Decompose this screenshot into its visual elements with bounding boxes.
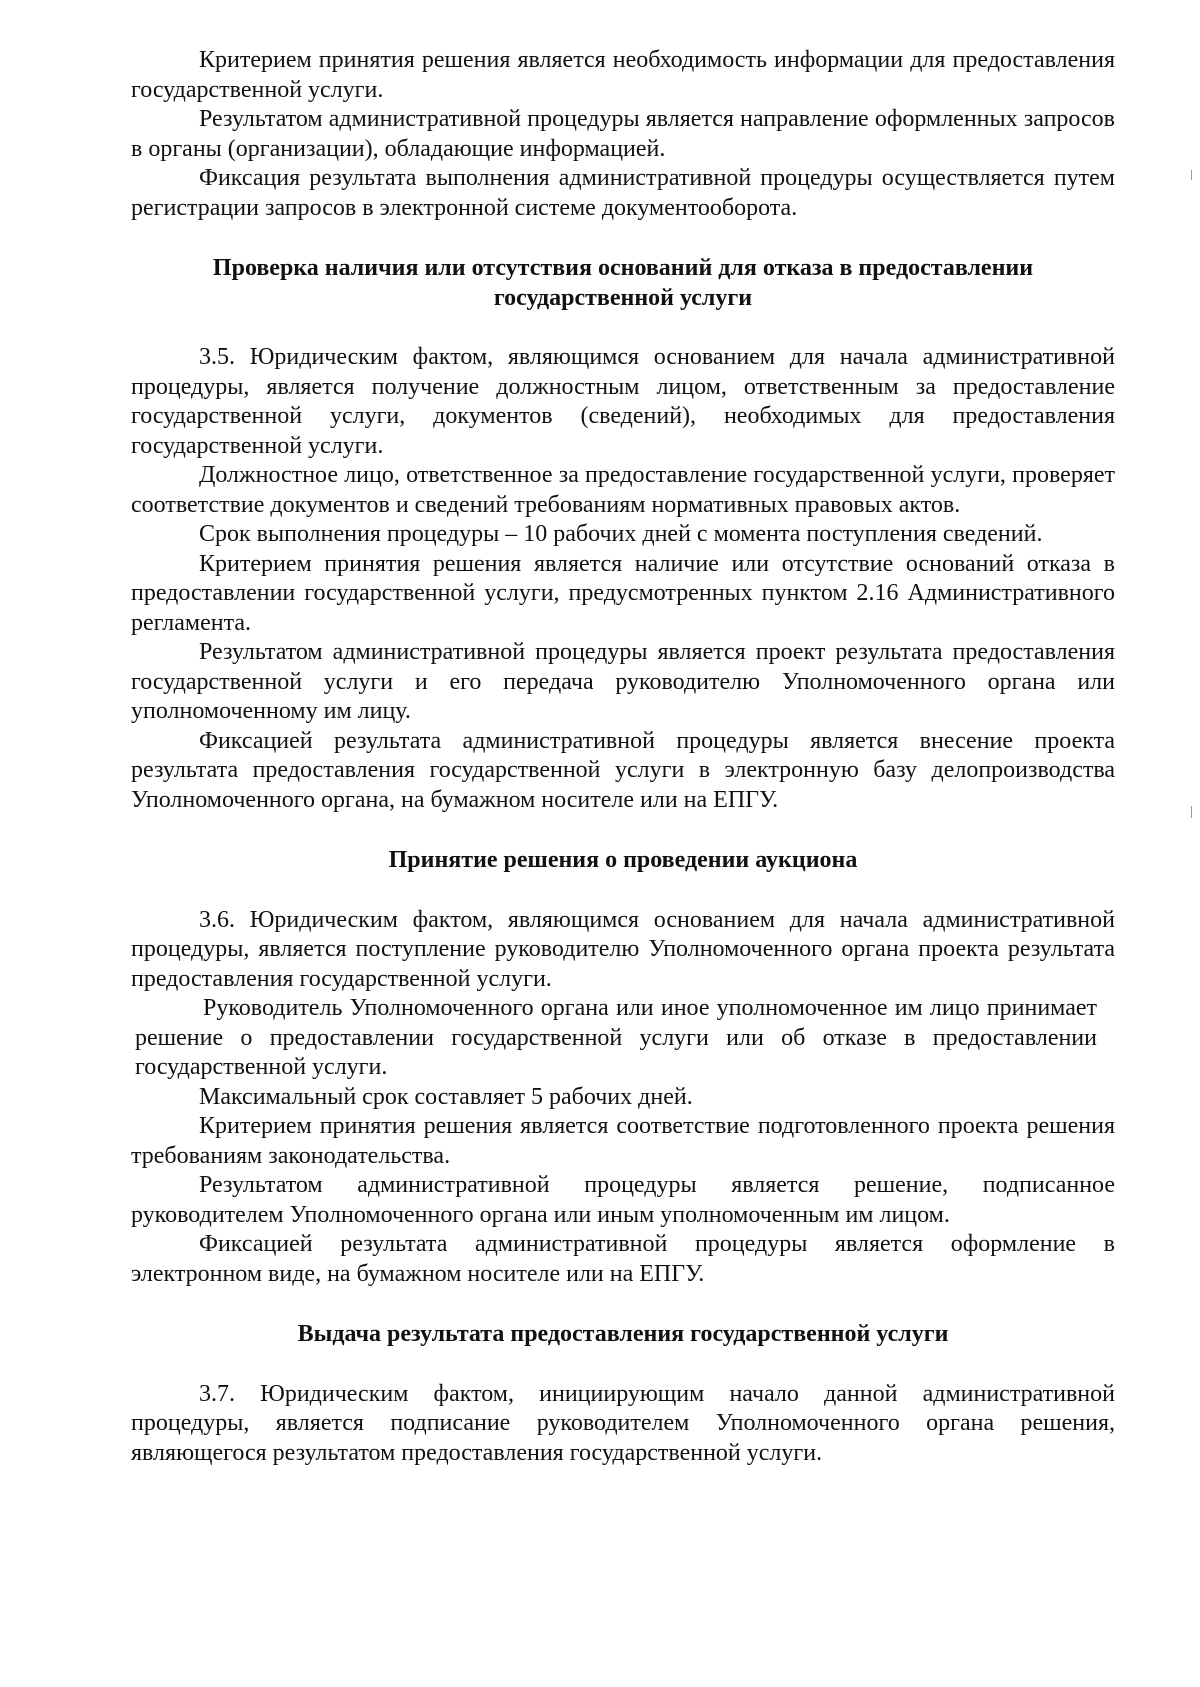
paragraph: Должностное лицо, ответственное за предоставление государственной услуги, проверяет соответствие документов и сведений требованиям нормативных правовых актов. [131,462,1115,518]
paragraph: 3.7. Юридическим фактом, инициирующим начало данной административной процедуры, является подписание руководителем Уполномоченного органа решения, являющегося результатом предоставления государственной услуги. [131,1380,1115,1466]
section-body [131,1380,1115,1469]
paragraph: 3.6. Юридическим фактом, являющимся основанием для начала административной процедуры, является поступление руководителю Уполномоченного органа проекта результата предоставления государственной услуги. [131,906,1115,992]
section-body [131,906,1115,1290]
paragraph: Руководитель Уполномоченного органа или иное уполномоченное им лицо принимает решение о предоставлении государственной услуги или об отказе в предоставлении государственной услуги. [135,995,1097,1080]
paragraph: Фиксацией результата административной процедуры является внесение проекта результата предоставления государственной услуги в электронную базу делопроизводства Уполномоченного органа, на бумажном носителе или на ЕПГУ. [131,727,1115,813]
paragraph: Срок выполнения процедуры – 10 рабочих дней с момента поступления сведений. [199,521,1043,547]
paragraph: Фиксацией результата административной процедуры является оформление в электронном виде, на бумажном носителе или на ЕПГУ. [131,1231,1115,1287]
paragraph: Максимальный срок составляет 5 рабочих дней. [199,1083,693,1110]
paragraph: Критерием принятия решения является соответствие подготовленного проекта решения требованиям законодательства. [131,1113,1115,1169]
paragraph: Результатом административной процедуры является направление оформленных запросов в органы (организации), обладающие информацией. [131,106,1115,162]
paragraph: 3.5. Юридическим фактом, являющимся основанием для начала административной процедуры, является получение должностным лицом, ответственным за предоставление государственной услуги, документов (сведений), необходимых для предоставления государственной услуги. [131,344,1115,459]
section-heading: Выдача результата предоставления государственной услуги [297,1321,949,1347]
paragraph: Фиксация результата выполнения административной процедуры осуществляется путем регистрации запросов в электронной системе документооборота. [131,165,1115,221]
scan-artifact-mark [1191,806,1192,818]
section-heading: Принятие решения о проведении аукциона [388,847,858,873]
paragraph: Критерием принятия решения является наличие или отсутствие оснований отказа в предоставлении государственной услуги, предусмотренных пунктом 2.16 Административного регламента. [131,550,1115,636]
section-body [131,343,1115,815]
document-body [131,46,1115,1468]
scan-artifact-mark [1191,170,1192,180]
paragraph: Результатом административной процедуры является решение, подписанное руководителем Уполномоченного органа или иным уполномоченным им лицом. [131,1172,1115,1228]
section-heading: Проверка наличия или отсутствия оснований для отказа в предоставлении государственной услуги [212,255,1034,311]
paragraph: Критерием принятия решения является необходимость информации для предоставления государственной услуги. [131,47,1115,103]
paragraph: Результатом административной процедуры является проект результата предоставления государственной услуги и его передача руководителю Уполномоченного органа или уполномоченному им лицу. [131,639,1115,724]
